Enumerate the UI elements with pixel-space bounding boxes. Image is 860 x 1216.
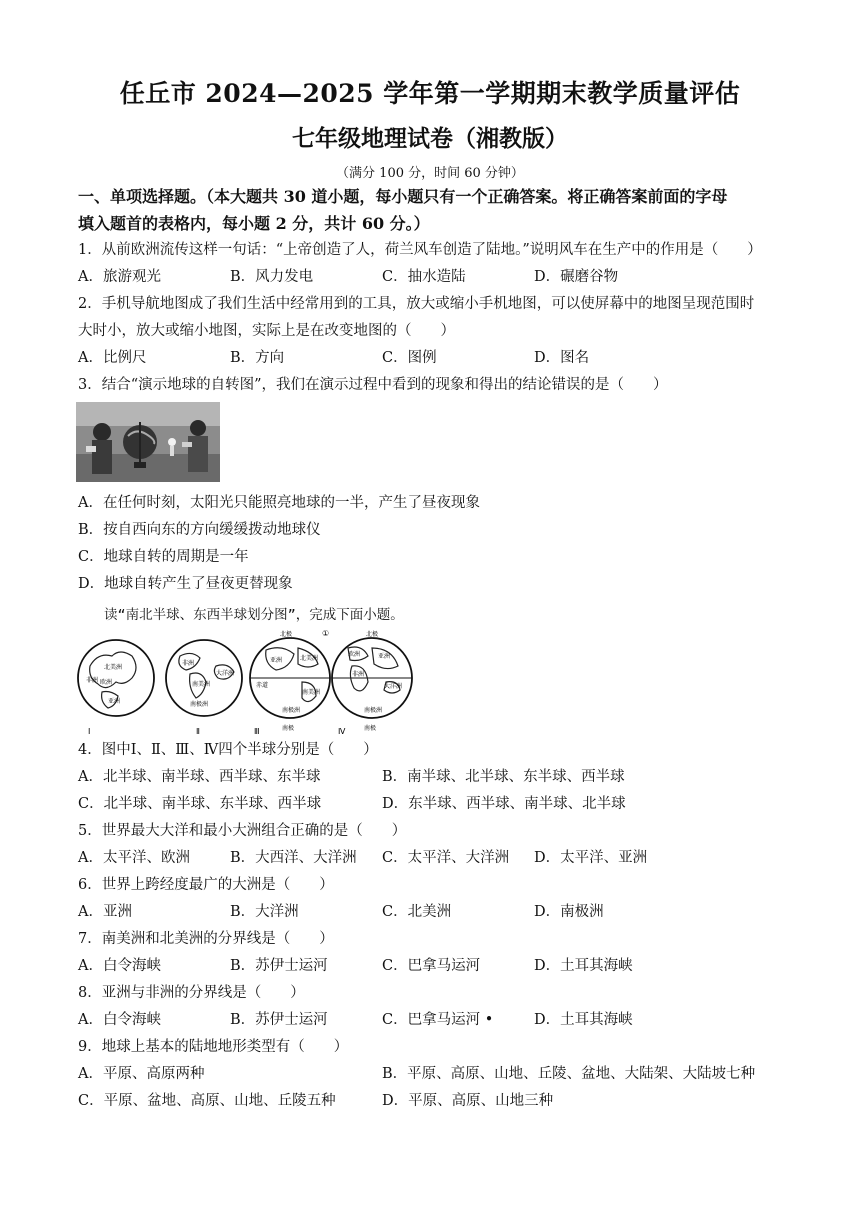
option-b: B．方向 — [230, 350, 285, 366]
question-2-options — [78, 345, 798, 371]
h3-label-2: 北美洲 — [300, 655, 319, 662]
question-9-options-row2 — [78, 1088, 798, 1114]
h1-label-0: 北美洲 — [104, 664, 123, 671]
hemisphere-3 — [250, 630, 330, 736]
h3-label-4: 南美洲 — [302, 689, 321, 696]
option-b: B．南半球、北半球、东半球、西半球 — [382, 769, 625, 785]
question-4-stem: 4．图中Ⅰ、Ⅱ、Ⅲ、Ⅳ四个半球分别是（ ） — [78, 742, 378, 758]
option-c: C．北半球、南半球、东半球、西半球 — [78, 796, 322, 812]
h3-label-6: 南极 — [282, 725, 295, 732]
h2-label-3: 南极洲 — [190, 701, 209, 708]
option-b: B．平原、高原、山地、丘陵、盆地、大陆架、大陆坡七种 — [382, 1066, 756, 1082]
option-d: D．土耳其海峡 — [534, 958, 633, 974]
question-8-options — [78, 1007, 798, 1033]
hemisphere-numeral-2: Ⅱ — [196, 727, 200, 736]
option-a: A．亚洲 — [78, 904, 132, 920]
question-7-options — [78, 953, 798, 979]
question-9-options-row1 — [78, 1061, 798, 1087]
hemisphere-numeral-4: Ⅳ — [338, 727, 346, 736]
option-b: B．苏伊士运河 — [230, 958, 328, 974]
h3-label-0: 北极 — [280, 631, 293, 638]
question-6-options — [78, 899, 798, 925]
hemisphere-division-figure — [76, 626, 416, 738]
option-a: A．比例尺 — [78, 350, 147, 366]
option-a: A．白令海峡 — [78, 958, 161, 974]
hemisphere-1 — [78, 640, 154, 736]
option-d: D．土耳其海峡 — [534, 1012, 633, 1028]
hemisphere-4 — [332, 630, 412, 736]
exam-subtitle: 七年级地理试卷（湘教版） — [292, 125, 568, 152]
option-c: C．北美洲 — [382, 904, 452, 920]
question-9-stem: 9．地球上基本的陆地地形类型有（ ） — [78, 1039, 349, 1055]
option-a: A．北半球、南半球、西半球、东半球 — [78, 769, 321, 785]
question-4-options-row2 — [78, 791, 798, 817]
section-heading-line1: 一、单项选择题。（本大题共 30 道小题，每小题只有一个正确答案。将正确答案前面的字母 — [78, 187, 728, 206]
option-b: B．大洋洲 — [230, 904, 299, 920]
h4-label-3: 非洲 — [352, 671, 365, 678]
question-6-stem: 6．世界上跨经度最广的大洲是（ ） — [78, 877, 334, 893]
section-heading-line2: 填入题首的表格内，每小题 2 分，共计 60 分。） — [78, 214, 430, 233]
h3-label-3: 赤道 — [256, 682, 269, 689]
option-d: D．平原、高原、山地三种 — [382, 1093, 554, 1109]
option-c: C．巴拿马运河 — [382, 958, 481, 974]
h4-label-1: 欧洲 — [348, 651, 361, 658]
exam-meta: （满分 100 分，时间 60 分钟） — [336, 166, 524, 181]
option-a: A．旅游观光 — [78, 269, 161, 285]
option-b: B．苏伊士运河 — [230, 1012, 328, 1028]
option-c: C．平原、盆地、高原、山地、丘陵五种 — [78, 1093, 336, 1109]
exam-title: 任丘市 2024—2025 学年第一学期期末教学质量评估 — [119, 79, 741, 108]
h3-label-1: 亚洲 — [270, 657, 283, 664]
h1-label-1: 非洲 — [86, 677, 99, 684]
question-4-options-row1 — [78, 764, 798, 790]
option-c: C．巴拿马运河 • — [382, 1012, 494, 1028]
option-d: D．碾磨谷物 — [534, 269, 619, 285]
question-5-stem: 5．世界最大大洋和最小大洲组合正确的是（ ） — [78, 823, 407, 839]
h4-label-2: 亚洲 — [378, 653, 391, 660]
h1-label-2: 欧洲 — [100, 679, 113, 686]
option-d: D．南极洲 — [534, 904, 604, 920]
hemisphere-2 — [166, 640, 242, 736]
option-b: B．风力发电 — [230, 269, 314, 285]
question-3-option-d: D．地球自转产生了昼夜更替现象 — [78, 576, 293, 592]
h4-label-0: 北极 — [366, 631, 379, 638]
question-3-stem: 3．结合“演示地球的自转图”，我们在演示过程中看到的现象和得出的结论错误的是（ ） — [78, 377, 668, 393]
hemisphere-intro: 读“南北半球、东西半球划分图”，完成下面小题。 — [104, 607, 404, 623]
question-3-option-b: B．按自西向东的方向缓缓拨动地球仪 — [78, 522, 321, 538]
question-7-stem: 7．南美洲和北美洲的分界线是（ ） — [78, 931, 334, 947]
option-a: A．太平洋、欧洲 — [78, 850, 190, 866]
question-2-stem-line2: 大时小，放大或缩小地图，实际上是在改变地图的（ ） — [78, 323, 455, 339]
question-8-stem: 8．亚洲与非洲的分界线是（ ） — [78, 985, 305, 1001]
option-a: A．平原、高原两种 — [78, 1066, 205, 1082]
question-3-option-a: A．在任何时刻，太阳光只能照亮地球的一半，产生了昼夜现象 — [78, 495, 480, 511]
option-d: D．图名 — [534, 350, 590, 366]
option-c: C．抽水造陆 — [382, 269, 466, 285]
h4-label-4: 大洋洲 — [384, 683, 403, 690]
h2-label-1: 南美洲 — [192, 681, 211, 688]
option-b: B．大西洋、大洋洲 — [230, 850, 357, 866]
question-2-stem-line1: 2．手机导航地图成了我们生活中经常用到的工具，放大或缩小手机地图，可以使屏幕中的地图呈现范围时 — [78, 296, 755, 312]
question-3-option-c: C．地球自转的周期是一年 — [78, 549, 249, 565]
h2-label-0: 非洲 — [182, 660, 195, 667]
earth-rotation-demo-photo — [76, 402, 220, 482]
figure-marker: ① — [322, 629, 330, 638]
option-a: A．白令海峡 — [78, 1012, 161, 1028]
option-d: D．太平洋、亚洲 — [534, 850, 648, 866]
h4-label-5: 南极洲 — [364, 707, 383, 714]
hemisphere-numeral-3: Ⅲ — [254, 727, 260, 736]
question-5-options — [78, 845, 798, 871]
h4-label-6: 南极 — [364, 725, 377, 732]
hemisphere-numeral-1: Ⅰ — [88, 727, 91, 736]
h1-label-3: 亚洲 — [108, 698, 121, 705]
question-1-stem: 1．从前欧洲流传这样一句话：“上帝创造了人，荷兰风车创造了陆地。”说明风车在生产中的作用是（ ） — [78, 242, 762, 258]
h2-label-2: 大洋洲 — [216, 670, 235, 677]
h3-label-5: 南极洲 — [282, 707, 301, 714]
option-d: D．东半球、西半球、南半球、北半球 — [382, 796, 626, 812]
option-c: C．太平洋、大洋洲 — [382, 850, 510, 866]
question-1-options — [78, 264, 798, 290]
option-c: C．图例 — [382, 350, 437, 366]
